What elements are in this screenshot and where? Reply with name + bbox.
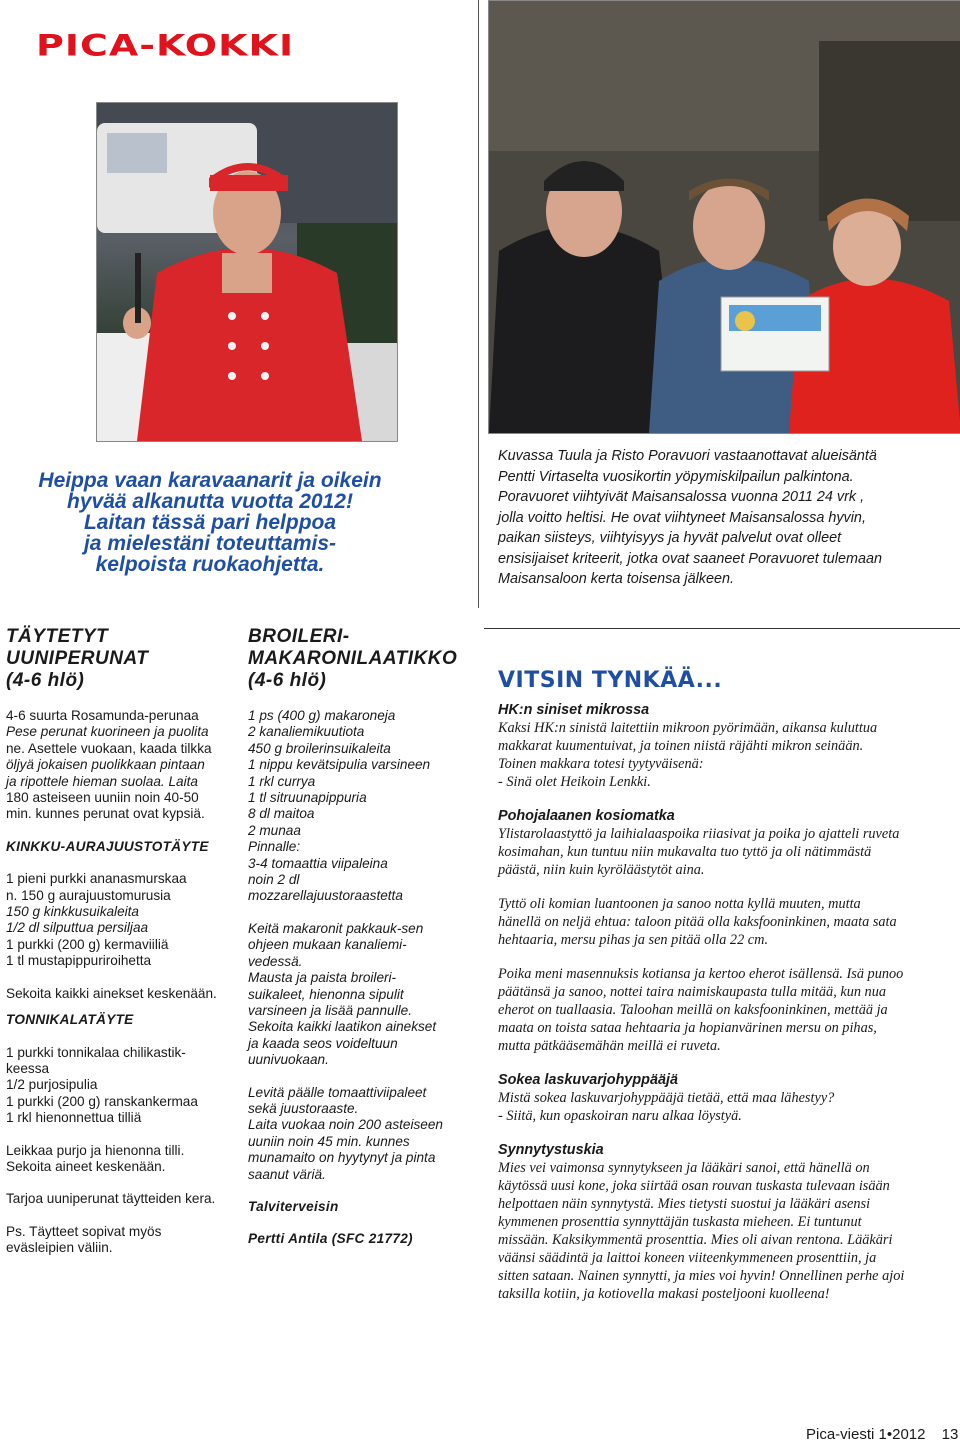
recipe-line: Sekoita kaikki ainekset keskenään. bbox=[6, 985, 217, 1001]
page-footer bbox=[806, 1426, 958, 1443]
intro-line: ja mielestäni toteuttamis- bbox=[83, 532, 337, 555]
recipe-title-line: (4-6 hlö) bbox=[248, 670, 327, 691]
joke-line: Poika meni masennuksis kotiansa ja kertoo eherot isällensä. Isä punoo bbox=[498, 966, 904, 982]
joke-line bbox=[498, 879, 956, 895]
recipe-line: 1 ps (400 g) makaroneja bbox=[248, 708, 396, 723]
recipe-line: n. 150 g aurajuustomurusia bbox=[6, 887, 171, 903]
winners-photo-illustration bbox=[489, 1, 960, 433]
intro-text bbox=[10, 470, 410, 575]
signature-name: Pertti Antila (SFC 21772) bbox=[248, 1231, 413, 1247]
recipe-line: Sekoita aineet keskenään. bbox=[6, 1158, 166, 1174]
joke-line: - Siitä, kun opaskoiran naru alkaa löystyä. bbox=[498, 1108, 742, 1124]
jokes-section bbox=[498, 628, 956, 1303]
recipe-title bbox=[248, 626, 470, 692]
recipe-line: eväsleipien väliin. bbox=[6, 1240, 113, 1256]
recipe-line: Sekoita kaikki laatikon ainekset bbox=[248, 1019, 437, 1035]
joke-line: päästä, niin kuin kyröläästytöt aina. bbox=[498, 862, 705, 878]
joke-line: maata on toista sataa hehtaaria ja hopianvärinen mersu on pihas, bbox=[498, 1020, 877, 1036]
photo-caption bbox=[498, 446, 938, 590]
joke-line: kymmenen prosenttia synnyttäjän tuskasta mieheen. Ei tuntunut bbox=[498, 1214, 862, 1230]
caption-line: ensisijaiset kriteerit, jotka ovat saaneet Poravuoret tulemaan bbox=[498, 550, 882, 567]
recipe-line: varsineen ja lisää pannulle. bbox=[248, 1002, 412, 1018]
recipe-line: vedessä. bbox=[248, 953, 303, 969]
intro-line: hyvää alkanutta vuotta 2012! bbox=[67, 490, 353, 513]
pica-kokki-logo: PICA-KOKKI bbox=[36, 28, 295, 63]
recipe-title bbox=[6, 626, 232, 692]
recipe-subheading: KINKKU-AURAJUUSTOTÄYTE bbox=[6, 838, 209, 854]
joke-line: Toinen makkara totesi tyytyväisenä: bbox=[498, 756, 704, 772]
chef-photo bbox=[96, 102, 398, 442]
recipe-line: 450 g broilerinsuikaleita bbox=[248, 740, 391, 756]
recipe-line: 8 dl maitoa bbox=[248, 806, 315, 822]
recipe-line: min. kunnes perunat ovat kypsiä. bbox=[6, 806, 205, 822]
recipe-line: Laita vuokaa noin 200 asteiseen bbox=[248, 1117, 443, 1133]
joke-line: väänsi säädintä ja laittoi koneen viiteenkymmeneen prosenttiin, ja bbox=[498, 1250, 877, 1266]
joke-line: Tyttö oli komian luantoonen ja sanoo notta kyllä muuten, mutta bbox=[498, 896, 861, 912]
issue-label: Pica-viesti 1•2012 bbox=[806, 1426, 926, 1443]
recipe-subheading: TONNIKALATÄYTE bbox=[6, 1012, 134, 1028]
recipe-line: 1 tl sitruunapippuria bbox=[248, 790, 367, 806]
recipe-line: ja kaada seos voideltuun bbox=[248, 1035, 398, 1051]
recipe-title-line: BROILERI- bbox=[248, 626, 350, 647]
recipe-line: Pese perunat kuorineen ja puolita bbox=[6, 724, 209, 740]
recipe-line: 4-6 suurta Rosamunda-perunaa bbox=[6, 708, 199, 723]
joke-heading: HK:n siniset mikrossa bbox=[498, 702, 650, 718]
joke-item bbox=[498, 1141, 956, 1303]
recipe-line: 1/2 purjosipulia bbox=[6, 1077, 98, 1093]
recipe-line: 1 rkl currya bbox=[248, 773, 316, 789]
joke-line: makkarat kuumentuivat, ja toinen niistä räjähti mikron seinään. bbox=[498, 738, 864, 754]
signature-greeting: Talviterveisin bbox=[248, 1198, 339, 1214]
joke-line: Kaksi HK:n sinistä laitettiin mikroon pyörimään, aikansa kuluttua bbox=[498, 720, 878, 736]
recipe-line: Ps. Täytteet sopivat myös bbox=[6, 1223, 162, 1239]
joke-heading: Pohojalaanen kosiomatka bbox=[498, 808, 675, 824]
caption-line: Maisansaloon kerta toisensa jälkeen. bbox=[498, 571, 734, 587]
recipe-line: Levitä päälle tomaattiviipaleet bbox=[248, 1084, 427, 1100]
caption-line: Kuvassa Tuula ja Risto Poravuori vastaanottavat alueisäntä bbox=[498, 448, 877, 464]
joke-line: Mies vei vaimonsa synnytykseen ja lääkäri sanoi, että hänellä on bbox=[498, 1160, 870, 1176]
caption-line: Pentti Virtaselta vuosikortin yöpymiskilpailun palkintona. bbox=[498, 468, 854, 485]
recipe-line: ne. Asettele vuokaan, kaada tilkka bbox=[6, 740, 212, 756]
recipe-line: öljyä jokaisen puolikkaan pintaan bbox=[6, 757, 205, 773]
recipe-line: Mausta ja paista broileri- bbox=[248, 970, 397, 986]
intro-line: Laitan tässä pari helppoa bbox=[83, 511, 337, 534]
recipe-line: 1 purkki (200 g) kermaviiliä bbox=[6, 936, 169, 952]
recipe-line: mozzarellajuustoraastetta bbox=[248, 888, 403, 904]
winners-photo bbox=[488, 0, 960, 434]
recipe-line: ohjeen mukaan kanaliemi- bbox=[248, 937, 407, 953]
recipe-line: 1/2 dl silputtua persiljaa bbox=[6, 920, 149, 936]
recipe-line: 180 asteiseen uuniin noin 40-50 bbox=[6, 790, 199, 806]
recipe-line: uuniin noin 45 min. kunnes bbox=[248, 1133, 410, 1149]
joke-heading: Synnytystuskia bbox=[498, 1142, 604, 1158]
recipe-title-line: UUNIPERUNAT bbox=[6, 648, 149, 669]
joke-item bbox=[498, 701, 956, 791]
caption-line: Poravuoret viihtyivät Maisansalossa vuonna 2011 24 vrk , bbox=[498, 489, 865, 505]
recipe-stuffed-potatoes bbox=[6, 626, 232, 1257]
joke-line: eherot on tuallaasia. Taloohan meillä on kaksfooninkinen, mettää ja bbox=[498, 1002, 888, 1018]
joke-line: taksilla kotiin, ja kotiovella makasi posteljooni kuolleena! bbox=[498, 1286, 830, 1302]
joke-line: mutta pätkääsemähän meillä ei ruveta. bbox=[498, 1038, 721, 1054]
recipe-line: ja ripottele hieman suolaa. Laita bbox=[6, 773, 198, 789]
joke-line: kosimahan, kun tuntuu niin mukavalta tuo tyttö ja oli nätimmästä bbox=[498, 844, 872, 860]
intro-line: kelpoista ruokaohjetta. bbox=[95, 553, 325, 576]
recipe-line: 3-4 tomaattia viipaleina bbox=[248, 855, 388, 871]
recipe-line: Leikkaa purjo ja hienonna tilli. bbox=[6, 1142, 185, 1158]
recipe-line: 1 rkl hienonnettua tilliä bbox=[6, 1110, 142, 1126]
recipe-line: noin 2 dl bbox=[248, 872, 300, 888]
recipe-line: 2 kanaliemikuutiota bbox=[248, 724, 365, 740]
joke-line bbox=[498, 949, 956, 965]
recipe-line: Keitä makaronit pakkauk-sen bbox=[248, 920, 424, 936]
recipe-line: suikaleet, hienonna sipulit bbox=[248, 986, 404, 1002]
recipe-line: uunivuokaan. bbox=[248, 1052, 329, 1068]
jokes-title: VITSIN TYNKÄÄ... bbox=[498, 668, 723, 693]
joke-item bbox=[498, 807, 956, 1055]
joke-line: missään. Kaksikymmentä prosenttia. Mies oli aivan rentona. Lääkäri bbox=[498, 1232, 893, 1248]
joke-item bbox=[498, 1071, 956, 1125]
joke-line: - Sinä olet Heikoin Lenkki. bbox=[498, 774, 651, 790]
jokes-list bbox=[498, 701, 956, 1303]
joke-line: sitten sataan. Nainen synnytti, ja mies voi hyvin! Onnellinen perhe ajoi bbox=[498, 1268, 905, 1284]
intro-line: Heippa vaan karavaanarit ja oikein bbox=[38, 469, 382, 492]
joke-line: hehtaaria, mersu pihas ja sen pitää olla 22 cm. bbox=[498, 932, 769, 948]
recipe-line: Tarjoa uuniperunat täytteiden kera. bbox=[6, 1191, 216, 1207]
recipe-line: sekä juustoraaste. bbox=[248, 1100, 359, 1116]
joke-heading: Sokea laskuvarjohyppääjä bbox=[498, 1072, 678, 1088]
page-number: 13 bbox=[941, 1426, 959, 1443]
joke-line: hänellä on neljä ehtua: taloon pitää olla kaksfooninkinen, maata sata bbox=[498, 914, 897, 930]
recipe-line: Pinnalle: bbox=[248, 839, 301, 855]
caption-line: paikan siisteys, viihtyisyys ja hyvät palvelut ovat olleet bbox=[498, 530, 842, 546]
recipe-chicken-macaroni bbox=[248, 626, 470, 1248]
recipe-line: 1 nippu kevätsipulia varsineen bbox=[248, 757, 431, 773]
recipe-line: keessa bbox=[6, 1060, 50, 1076]
recipe-title-line: TÄYTETYT bbox=[6, 626, 109, 647]
joke-line: päätänsä ja sanoo, nottei taira naimiskaupasta tulla mitää, kun nua bbox=[498, 984, 887, 1000]
joke-line: Mistä sokea laskuvarjohyppääjä tietää, että maa lähestyy? bbox=[498, 1090, 835, 1106]
recipe-title-line: MAKARONILAATIKKO bbox=[248, 648, 458, 669]
joke-line: käytössä uusi kone, joka siirtää osan rouvan tuskasta tulevaan isään bbox=[498, 1178, 890, 1194]
joke-line: Ylistarolaastyttö ja laihialaaspoika riiasivat ja poika jo ajatteli ruveta bbox=[498, 826, 900, 842]
recipe-line: 1 tl mustapippuriroihetta bbox=[6, 953, 152, 969]
column-divider bbox=[478, 0, 479, 608]
caption-line: jolla voitto heltisi. He ovat viihtyneet Maisansalossa hyvin, bbox=[498, 509, 866, 526]
recipe-line: munamaito on hyytynyt ja pinta bbox=[248, 1150, 436, 1166]
recipe-line: 1 pieni purkki ananasmurskaa bbox=[6, 871, 187, 887]
recipe-title-line: (4-6 hlö) bbox=[6, 670, 85, 691]
recipe-line: 2 munaa bbox=[248, 822, 301, 838]
recipe-line: 1 purkki (200 g) ranskankermaa bbox=[6, 1093, 198, 1109]
recipe-line: 150 g kinkkusuikaleita bbox=[6, 904, 139, 920]
joke-line: helpottaen näin synnytystä. Mies tietysti suostui ja lääkäri asensi bbox=[498, 1196, 871, 1212]
recipe-line: 1 purkki tonnikalaa chilikastik- bbox=[6, 1044, 186, 1060]
chef-photo-illustration bbox=[97, 103, 397, 441]
recipe-line: saanut väriä. bbox=[248, 1166, 326, 1182]
